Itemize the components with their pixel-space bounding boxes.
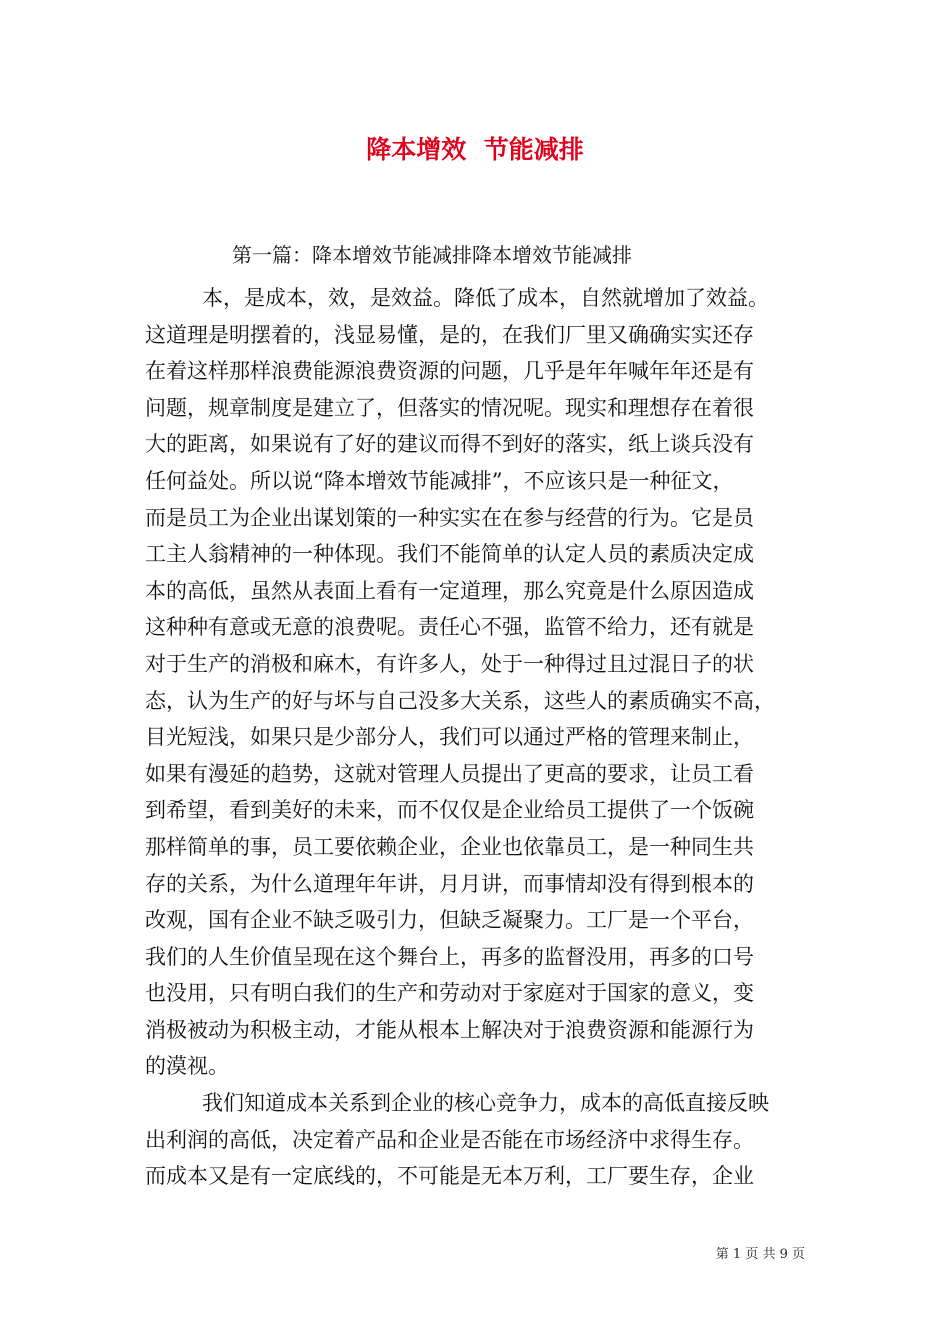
paragraph-line: 这道理是明摆着的，浅显易懂，是的，在我们厂里又确确实实还存 xyxy=(145,322,754,347)
paragraph-line: 本，是成本，效，是效益。降低了成本，自然就增加了效益。 xyxy=(202,286,769,310)
paragraph-line: 态，认为生产的好与坏与自己没多大关系，这些人的素质确实不高， xyxy=(145,688,775,713)
paragraph-line: 工主人翁精神的一种体现。我们不能简单的认定人员的素质决定成 xyxy=(145,542,754,567)
paragraph-line: 而是员工为企业出谋划策的一种实实在在参与经营的行为。它是员 xyxy=(145,505,754,530)
paragraph-line: 改观，国有企业不缺乏吸引力，但缺乏凝聚力。工厂是一个平台， xyxy=(145,908,754,933)
paragraph-line: 我们知道成本关系到企业的核心竞争力，成本的高低直接反映 xyxy=(202,1091,769,1116)
paragraph-line: 出利润的高低，决定着产品和企业是否能在市场经济中求得生存。 xyxy=(145,1127,754,1152)
page-number: 第 1 页 共 9 页 xyxy=(715,1247,805,1262)
paragraph-line: 也没用，只有明白我们的生产和劳动对于家庭对于国家的意义，变 xyxy=(145,981,754,1006)
paragraph-line: 大的距离，如果说有了好的建议而得不到好的落实，纸上谈兵没有 xyxy=(145,432,754,457)
paragraph-line: 本的高低，虽然从表面上看有一定道理，那么究竟是什么原因造成 xyxy=(145,578,754,603)
document-title: 降本增效 节能减排 xyxy=(366,135,584,164)
paragraph-line: 问题，规章制度是建立了，但落实的情况呢。现实和理想存在着很 xyxy=(145,395,754,420)
paragraph-line: 我们的人生价值呈现在这个舞台上，再多的监督没用，再多的口号 xyxy=(145,944,754,969)
paragraph-line: 如果有漫延的趋势，这就对管理人员提出了更高的要求，让员工看 xyxy=(145,761,754,786)
paragraph-line: 存的关系，为什么道理年年讲，月月讲，而事情却没有得到根本的 xyxy=(145,871,754,896)
body-text xyxy=(145,280,825,1195)
paragraph-line: 的漠视。 xyxy=(145,1054,229,1079)
paragraph-line: 在着这样那样浪费能源浪费资源的问题，几乎是年年喊年年还是有 xyxy=(145,359,754,384)
section-heading: 第一篇：降本增效节能减排降本增效节能减排 xyxy=(232,243,632,267)
paragraph-line: 对于生产的消极和麻木，有许多人，处于一种得过且过混日子的状 xyxy=(145,651,754,676)
paragraph-line: 而成本又是有一定底线的，不可能是无本万利，工厂要生存，企业 xyxy=(145,1164,754,1189)
paragraph-line: 到希望，看到美好的未来，而不仅仅是企业给员工提供了一个饭碗 xyxy=(145,798,754,823)
paragraph-line: 目光短浅，如果只是少部分人，我们可以通过严格的管理来制止， xyxy=(145,725,754,750)
paragraph-line: 那样简单的事，员工要依赖企业，企业也依靠员工，是一种同生共 xyxy=(145,834,754,859)
paragraph-line: 任何益处。所以说“降本增效节能减排”，不应该只是一种征文， xyxy=(145,468,734,493)
paragraph-line: 这种种有意或无意的浪费呢。责任心不强，监管不给力，还有就是 xyxy=(145,615,754,640)
paragraph-line: 消极被动为积极主动，才能从根本上解决对于浪费资源和能源行为 xyxy=(145,1017,754,1042)
